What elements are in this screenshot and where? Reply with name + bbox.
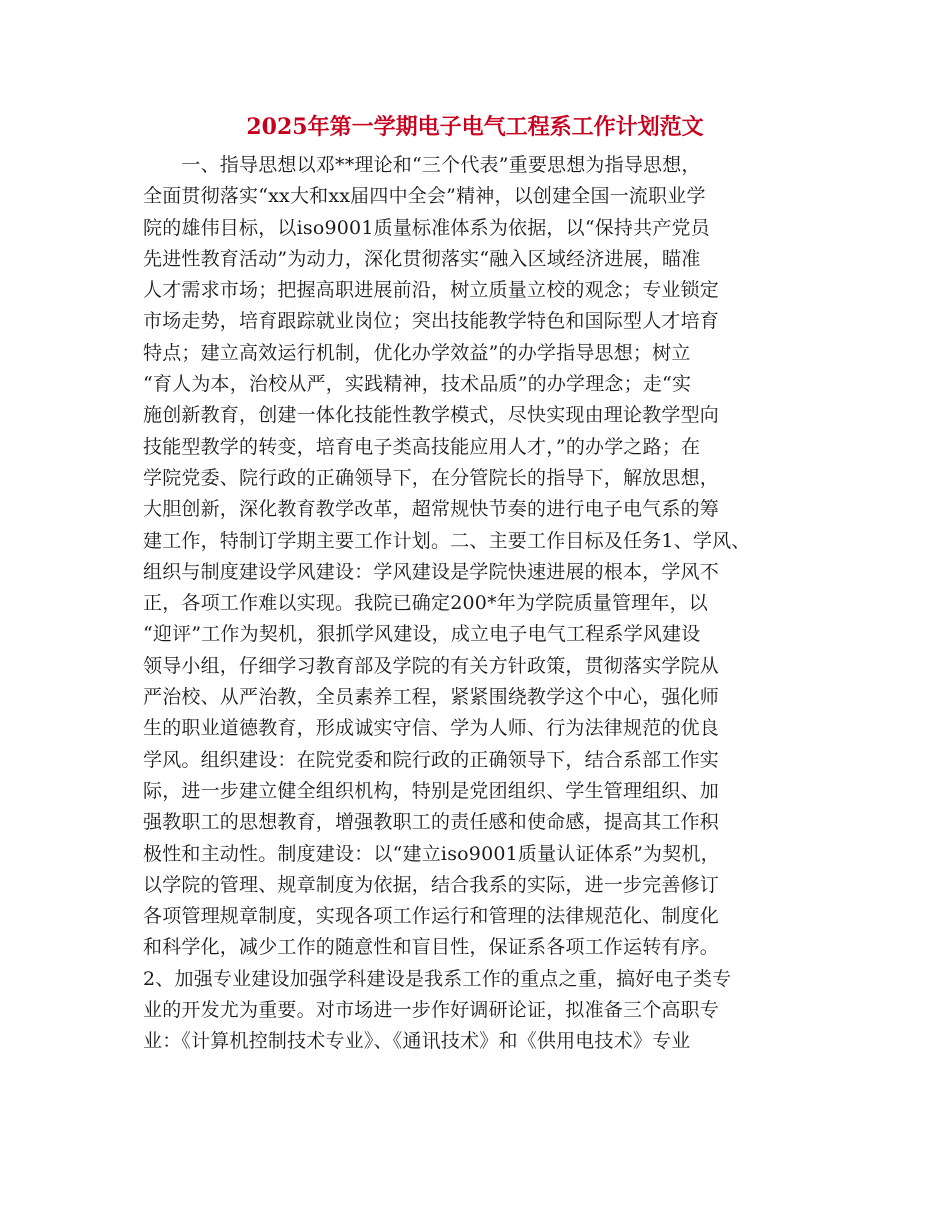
body-line: 院的雄伟目标，以iso9001质量标准体系为依据，以“保持共产党员	[143, 216, 710, 239]
body-line: 极性和主动性。制度建设：以“建立iso9001质量认证体系”为契机，	[143, 842, 720, 865]
body-line: 领导小组，仔细学习教育部及学院的有关方针政策，贯彻落实学院从	[143, 654, 720, 677]
body-line: 正，各项工作难以实现。我院已确定200*年为学院质量管理年，以	[143, 592, 708, 615]
body-line: “迎评”工作为契机，狠抓学风建设，成立电子电气工程系学风建设	[143, 623, 701, 646]
body-line: 大胆创新，深化教育教学改革，超常规快节奏的进行电子电气系的筹	[143, 498, 720, 521]
body-line: 先进性教育活动”为动力，深化贯彻落实“融入区域经济进展，瞄准	[143, 247, 701, 270]
document-body	[143, 150, 833, 1058]
body-line: “育人为本，治校从严，实践精神，技术品质”的办学理念；走“实	[143, 373, 692, 396]
body-line: 生的职业道德教育，形成诚实守信、学为人师、行为法律规范的优良	[143, 717, 720, 740]
body-line: 人才需求市场；把握高职进展前沿，树立质量立校的观念；专业锁定	[143, 279, 720, 302]
body-line: 学院党委、院行政的正确领导下，在分管院长的指导下，解放思想，	[143, 466, 720, 489]
body-line: 际，进一步建立健全组织机构，特别是党团组织、学生管理组织、加	[143, 779, 720, 802]
body-line: 建工作，特制订学期主要工作计划。二、主要工作目标及任务1、学风、	[143, 529, 751, 552]
body-line: 组织与制度建设学风建设：学风建设是学院快速进展的根本，学风不	[143, 560, 720, 583]
body-line: 强教职工的思想教育，增强教职工的责任感和使命感，提高其工作积	[143, 811, 720, 834]
body-line: 各项管理规章制度，实现各项工作运行和管理的法律规范化、制度化	[143, 905, 720, 928]
body-line: 以学院的管理、规章制度为依据，结合我系的实际，进一步完善修订	[143, 873, 720, 896]
body-line: 市场走势，培育跟踪就业岗位；突出技能教学特色和国际型人才培育	[143, 310, 720, 333]
body-line: 2、加强专业建设加强学科建设是我系工作的重点之重，搞好电子类专	[143, 967, 732, 990]
body-line: 全面贯彻落实“xx大和xx届四中全会”精神，以创建全国一流职业学	[143, 185, 706, 208]
body-line: 特点；建立高效运行机制，优化办学效益”的办学指导思想；树立	[143, 341, 691, 364]
body-line: 学风。组织建设：在院党委和院行政的正确领导下，结合系部工作实	[143, 748, 720, 771]
body-line: 严治校、从严治教，全员素养工程，紧紧围绕教学这个中心，强化师	[143, 686, 720, 709]
body-line: 和科学化，减少工作的随意性和盲目性，保证系各项工作运转有序。	[143, 936, 720, 959]
document-title: 2025年第一学期电子电气工程系工作计划范文	[246, 114, 704, 140]
body-line: 施创新教育，创建一体化技能性教学模式，尽快实现由理论教学型向	[143, 404, 720, 427]
body-line: 业：《计算机控制技术专业》、《通讯技术》和《供用电技术》专业	[143, 1030, 691, 1053]
body-line: 技能型教学的转变，培育电子类高技能应用人才，”的办学之路；在	[143, 435, 701, 458]
body-line: 业的开发尤为重要。对市场进一步作好调研论证，拟准备三个高职专	[143, 999, 720, 1022]
body-line: 一、指导思想以邓**理论和“三个代表”重要思想为指导思想，	[143, 154, 701, 176]
